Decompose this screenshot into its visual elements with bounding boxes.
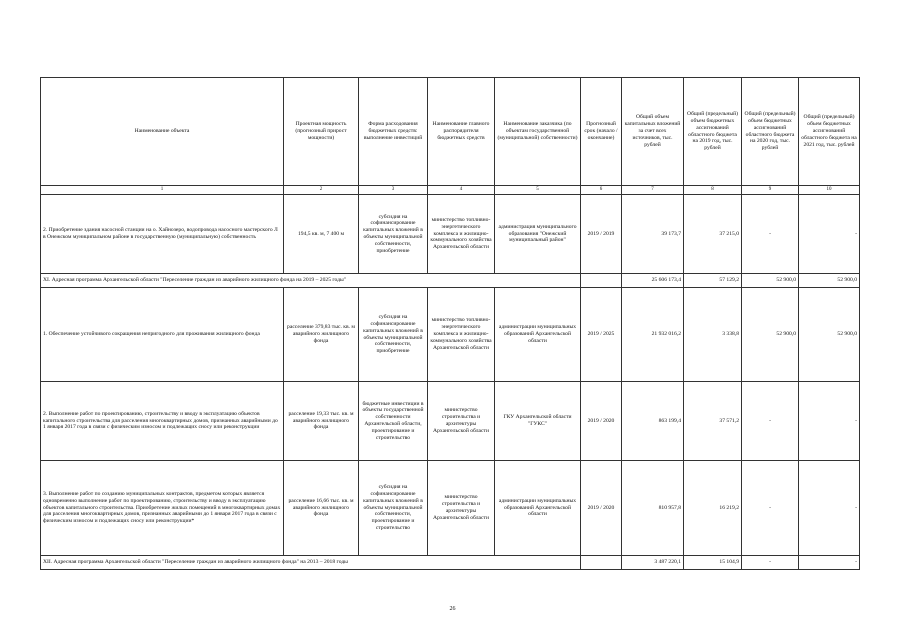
empty-cell: [581, 556, 622, 570]
total-investment: 39 173,7: [622, 195, 684, 274]
header-budget-2019: Общий (предельный) объем бюджетных ассигнований областного бюджета на 2019 год, тыс. рублей: [684, 78, 742, 186]
section-budget-2019: 15 104,9: [684, 556, 742, 570]
table-row: [41, 288, 860, 382]
section-row: [41, 274, 860, 288]
customer: администрации муниципальных образований Архангельской области: [495, 461, 581, 556]
section-total: 25 606 173,4: [622, 274, 684, 288]
header-object-name: Наименование объекта: [41, 78, 284, 186]
capacity: расселение 16,66 тыс. кв. м аварийного жилищного фонда: [284, 461, 359, 556]
total-investment: 810 957,8: [622, 461, 684, 556]
section-budget-2020: -: [742, 556, 799, 570]
budget-distributor: министерство строительства и архитектуры Архангельской области: [428, 382, 495, 461]
total-investment: 863 199,4: [622, 382, 684, 461]
budget-2019: 16 219,2: [684, 461, 742, 556]
budget-2020: 52 900,0: [742, 288, 799, 382]
section-title: XII. Адресная программа Архангельской области "Переселение граждан из аварийного жилищного фонда" на 2013 – 2018 годы: [41, 556, 581, 570]
budget-distributor: министерство топливно-энергетического комплекса и жилищно-коммунального хозяйства Архангельской области: [428, 195, 495, 274]
budget-2020: -: [742, 195, 799, 274]
column-number: 5: [495, 186, 581, 195]
empty-cell: [581, 274, 622, 288]
column-number: 10: [799, 186, 860, 195]
customer: администрация муниципального образования "Онежский муниципальный район": [495, 195, 581, 274]
spending-form: субсидия на софинансирование капитальных вложений в объекты муниципальной собственности, проектирование и строительство: [359, 461, 428, 556]
budget-2021: -: [799, 382, 860, 461]
column-number: 9: [742, 186, 799, 195]
capacity: 194,5 кв. м, 7 400 м: [284, 195, 359, 274]
column-number: 7: [622, 186, 684, 195]
term: 2019 / 2025: [581, 288, 622, 382]
budget-2020: -: [742, 382, 799, 461]
column-number: 2: [284, 186, 359, 195]
table-row: [41, 461, 860, 556]
total-investment: 21 932 016,2: [622, 288, 684, 382]
term: 2019 / 2020: [581, 382, 622, 461]
column-number: 3: [359, 186, 428, 195]
customer: администрации муниципальных образований Архангельской области: [495, 288, 581, 382]
column-number: 8: [684, 186, 742, 195]
header-budget-2021: Общий (предельный) объем бюджетных ассигнований областного бюджета на 2021 год, тыс. рублей: [799, 78, 860, 186]
section-budget-2019: 57 129,2: [684, 274, 742, 288]
column-number: 1: [41, 186, 284, 195]
section-budget-2021: -: [799, 556, 860, 570]
column-number: 6: [581, 186, 622, 195]
spending-form: субсидия на софинансирование капитальных вложений в объекты муниципальной собственности, приобретение: [359, 195, 428, 274]
budget-distributor: министерство топливно-энергетического комплекса и жилищно-коммунального хозяйства Архангельской области: [428, 288, 495, 382]
budget-2019: 37 571,2: [684, 382, 742, 461]
header-term: Прогнозный срок (начало / окончание): [581, 78, 622, 186]
header-capacity: Проектная мощность (прогнозный прирост мощности): [284, 78, 359, 186]
object-name: 2. Выполнение работ по проектированию, строительству и вводу в эксплуатацию объектов капитального строительства для расселения многоквартирных домов, признанных аварийными до 1 января 2017 года в связи с физическим износом и подлежащих сносу или реконструкции: [41, 382, 284, 461]
capacity: расселение 379,83 тыс. кв. м аварийного жилищного фонда: [284, 288, 359, 382]
budget-2019: 37 215,0: [684, 195, 742, 274]
budget-2020: -: [742, 461, 799, 556]
customer: ГКУ Архангельской области "ГУКС": [495, 382, 581, 461]
section-title: XI. Адресная программа Архангельской области "Переселение граждан из аварийного жилищного фонда на 2019 – 2025 годы": [41, 274, 581, 288]
budget-distributor: министерство строительства и архитектуры Архангельской области: [428, 461, 495, 556]
section-row: [41, 556, 860, 570]
header-spending-form: Форма расходования бюджетных средств: выполнение инвестиций: [359, 78, 428, 186]
column-number-row: [41, 186, 860, 195]
budget-2021: 52 900,0: [799, 288, 860, 382]
term: 2019 / 2020: [581, 461, 622, 556]
investment-objects-table: [40, 77, 860, 570]
object-name: 2. Приобретение здания насосной станции на о. Хайнозеро, водопровода насосного мастерского Л в Онежском муниципальном районе в государственную (муниципальную) собственность: [41, 195, 284, 274]
object-name: 1. Обеспечение устойчивого сокращения непригодного для проживания жилищного фонда: [41, 288, 284, 382]
budget-2021: -: [799, 461, 860, 556]
section-total: 3 487 220,1: [622, 556, 684, 570]
term: 2019 / 2019: [581, 195, 622, 274]
object-name: 3. Выполнение работ по созданию муниципальных контрактов, предметом которых является одновременно выполнение работ по проектированию, строительству и вводу в эксплуатацию объектов капитального строительства. Приобретение жилых помещений в многоквартирных домах для расселения многоквартирных домов, признанных аварийными до 1 января 2017 года в связи с физическим износом и подлежащих сносу или реконструкции*: [41, 461, 284, 556]
column-number: 4: [428, 186, 495, 195]
table-row: [41, 382, 860, 461]
header-customer: Наименование заказчика (по объектам государственной (муниципальной) собственности): [495, 78, 581, 186]
capacity: расселение 19,33 тыс. кв. м аварийного жилищного фонда: [284, 382, 359, 461]
section-budget-2020: 52 900,0: [742, 274, 799, 288]
page-number: 26: [449, 606, 456, 612]
section-budget-2021: 52 900,0: [799, 274, 860, 288]
header-total-investment: Общий объем капитальных вложений за счет всех источников, тыс. рублей: [622, 78, 684, 186]
budget-2019: 3 338,8: [684, 288, 742, 382]
header-budget-2020: Общий (предельный) объем бюджетных ассигнований областного бюджета на 2020 год, тыс. рублей: [742, 78, 799, 186]
table-row: [41, 195, 860, 274]
spending-form: бюджетные инвестиции в объекты государственной собственности Архангельской области, проектирование и строительство: [359, 382, 428, 461]
spending-form: субсидия на софинансирование капитальных вложений в объекты муниципальной собственности, приобретение: [359, 288, 428, 382]
budget-2021: -: [799, 195, 860, 274]
table-header-row: [41, 78, 860, 186]
header-budget-distributor: Наименование главного распорядителя бюджетных средств: [428, 78, 495, 186]
